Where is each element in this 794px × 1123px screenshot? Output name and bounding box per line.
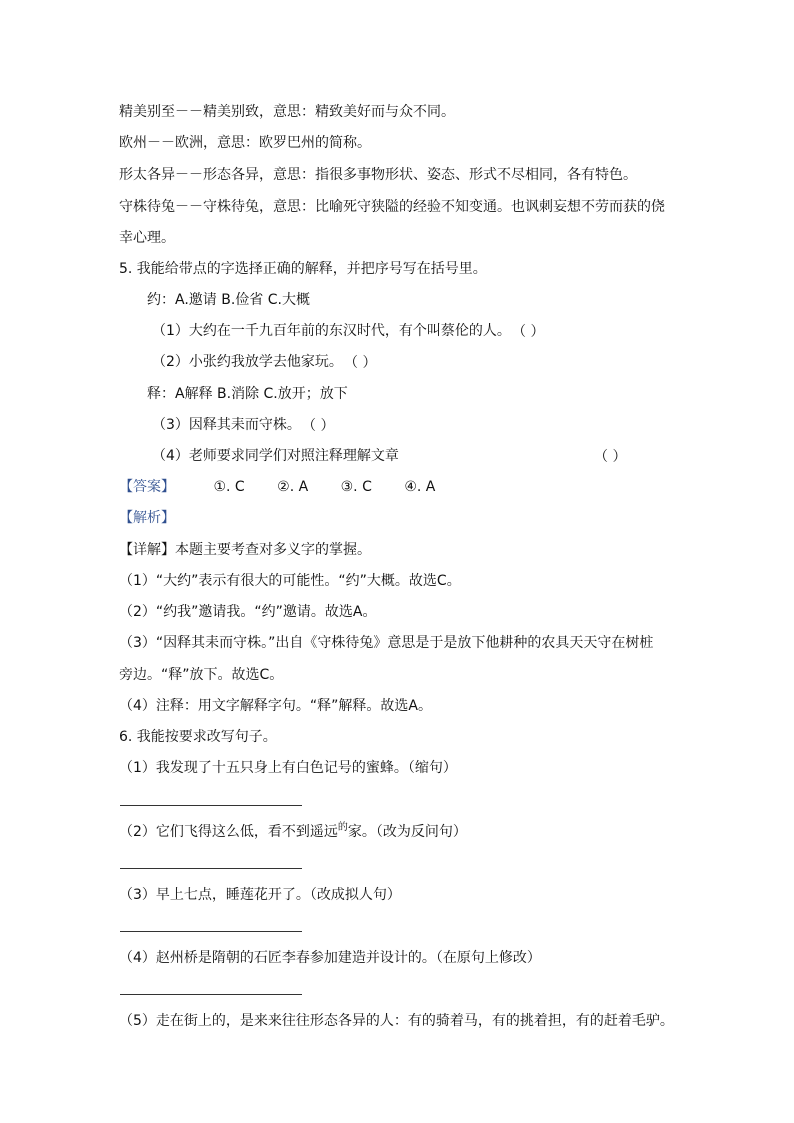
- analysis-detail: 【详解】本题主要考查对多义字的掌握。: [119, 542, 371, 558]
- q6-item-2-sup: 的: [337, 822, 348, 833]
- q5-item-2-blank[interactable]: （ ）: [344, 355, 377, 371]
- q6-item-3: （3）早上七点，睡莲花开了。（改成拟人句）: [119, 887, 401, 903]
- q5-item-4: （4）老师要求同学们对照注释理解文章: [152, 448, 399, 464]
- q5-item-3: （3）因释其耒而守株。: [152, 417, 301, 433]
- q6-answer-line-2[interactable]: [120, 868, 302, 869]
- vocab-line-5: 幸心理。: [119, 230, 175, 246]
- answer-1: ①. C: [213, 479, 245, 495]
- q6-answer-line-3[interactable]: [120, 931, 302, 932]
- q5-yue-options: 约：A.邀请 B.俭省 C.大概: [147, 292, 310, 308]
- analysis-line-3: （3）“因释其耒而守株。”出自《守株待兔》意思是于是放下他耕种的农具天天守在树桩: [119, 635, 654, 651]
- q5-item-4-blank[interactable]: （ ）: [594, 449, 627, 465]
- q6-item-4: （4）赵州桥是隋朝的石匠李春参加建造并设计的。（在原句上修改）: [119, 950, 541, 966]
- q5-title: 5. 我能给带点的字选择正确的解释，并把序号写在括号里。: [119, 261, 487, 277]
- q5-item-1: （1）大约在一千九百年前的东汉时代，有个叫蔡伦的人。: [152, 323, 511, 339]
- q5-item-1-blank[interactable]: （ ）: [512, 324, 545, 340]
- vocab-line-1: 精美别至－－精美别致，意思：精致美好而与众不同。: [119, 104, 455, 120]
- q6-item-2-tail: 家。（改为反问句）: [347, 824, 467, 840]
- q6-title: 6. 我能按要求改写句子。: [119, 729, 277, 745]
- vocab-line-2: 欧州－－欧洲，意思：欧罗巴州的简称。: [119, 135, 371, 151]
- analysis-line-2: （2）“约我”邀请我。“约”邀请。故选A。: [119, 604, 377, 620]
- answer-3: ③. C: [340, 479, 372, 495]
- q6-item-5: （5）走在街上的，是来来往往形态各异的人：有的骑着马，有的挑着担，有的赶着毛驴。: [119, 1013, 674, 1029]
- analysis-label: 【解析】: [119, 510, 175, 526]
- answer-4: ④. A: [404, 479, 436, 495]
- q6-item-2-text: （2）它们飞得这么低，看不到遥远: [119, 824, 338, 840]
- vocab-line-4: 守株待兔－－守株待兔，意思：比喻死守狭隘的经验不知变通。也讽刺妄想不劳而获的侥: [119, 199, 665, 215]
- q6-item-1: （1）我发现了十五只身上有白色记号的蜜蜂。（缩句）: [119, 760, 457, 776]
- answer-2: ②. A: [277, 479, 309, 495]
- q5-item-2: （2）小张约我放学去他家玩。: [152, 354, 343, 370]
- answer-row: [119, 477, 463, 497]
- answer-label: 【答案】: [119, 479, 175, 495]
- q6-answer-line-1[interactable]: [120, 805, 302, 806]
- q6-item-2: [119, 822, 467, 842]
- q5-item-3-blank[interactable]: （ ）: [302, 418, 335, 434]
- q6-answer-line-4[interactable]: [120, 994, 302, 995]
- q5-shi-options: 释：A解释 B.消除 C.放开；放下: [147, 386, 348, 402]
- vocab-line-3: 形太各异－－形态各异，意思：指很多事物形状、姿态、形式不尽相同，各有特色。: [119, 167, 637, 183]
- analysis-line-5: （4）注释：用文字解释字句。“释”解释。故选A。: [119, 698, 432, 714]
- analysis-line-1: （1）“大约”表示有很大的可能性。“约”大概。故选C。: [119, 573, 461, 589]
- analysis-line-4: 旁边。“释”放下。故选C。: [119, 667, 284, 683]
